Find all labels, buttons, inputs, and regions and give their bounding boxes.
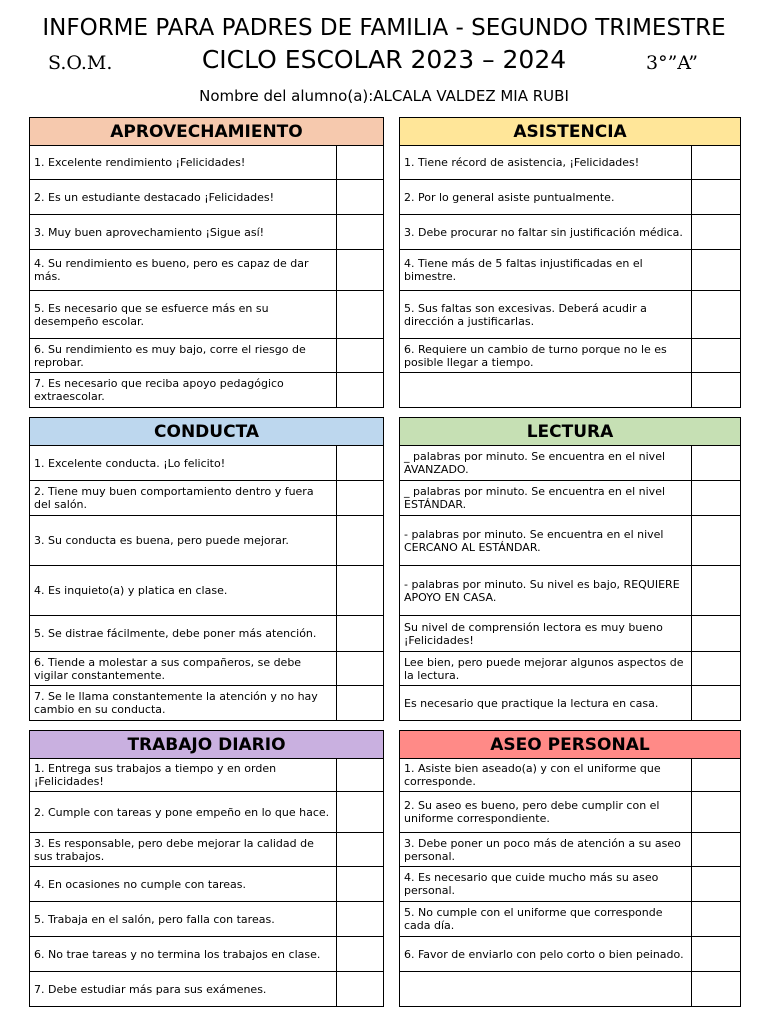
option-text: 5. Sus faltas son excesivas. Deberá acudir a dirección a justificarlas. (400, 291, 692, 339)
option-text: 6. No trae tareas y no termina los trabajos en clase. (30, 937, 337, 972)
check-cell[interactable] (337, 291, 384, 339)
check-cell[interactable] (692, 339, 741, 373)
check-cell[interactable] (692, 481, 741, 516)
section-title: CONDUCTA (30, 418, 384, 446)
check-cell[interactable] (692, 291, 741, 339)
check-cell[interactable] (692, 180, 741, 215)
option-text: 7. Es necesario que reciba apoyo pedagógico extraescolar. (30, 373, 337, 408)
check-cell[interactable] (692, 867, 741, 902)
option-text: 6. Requiere un cambio de turno porque no le es posible llegar a tiempo. (400, 339, 692, 373)
section-conducta (29, 417, 384, 721)
check-cell[interactable] (337, 339, 384, 373)
check-cell[interactable] (692, 616, 741, 652)
check-cell[interactable] (337, 446, 384, 481)
option-text: 4. Su rendimiento es bueno, pero es capaz de dar más. (30, 250, 337, 291)
option-text: 3. Su conducta es buena, pero puede mejorar. (30, 516, 337, 566)
check-cell[interactable] (337, 759, 384, 792)
option-text: Lee bien, pero puede mejorar algunos aspectos de la lectura. (400, 652, 692, 686)
option-text: 5. No cumple con el uniforme que corresponde cada día. (400, 902, 692, 937)
section-title: APROVECHAMIENTO (30, 118, 384, 146)
option-text: 7. Se le llama constantemente la atención y no hay cambio en su conducta. (30, 686, 337, 721)
check-cell[interactable] (337, 250, 384, 291)
check-cell[interactable] (337, 146, 384, 180)
check-cell[interactable] (337, 616, 384, 652)
option-text: 3. Debe procurar no faltar sin justificación médica. (400, 215, 692, 250)
check-cell[interactable] (337, 566, 384, 616)
option-text: 4. Es inquieto(a) y platica en clase. (30, 566, 337, 616)
section-lectura (399, 417, 741, 721)
check-cell[interactable] (692, 937, 741, 972)
check-cell[interactable] (337, 902, 384, 937)
check-cell[interactable] (337, 792, 384, 833)
check-cell[interactable] (337, 652, 384, 686)
option-text: 2. Su aseo es bueno, pero debe cumplir con el uniforme correspondiente. (400, 792, 692, 833)
section-aseo-personal (399, 730, 741, 1007)
section-title: LECTURA (400, 418, 741, 446)
check-cell[interactable] (337, 215, 384, 250)
option-text: Es necesario que practique la lectura en casa. (400, 686, 692, 721)
check-cell[interactable] (337, 972, 384, 1007)
check-cell[interactable] (692, 686, 741, 721)
check-cell[interactable] (692, 566, 741, 616)
check-cell[interactable] (692, 833, 741, 867)
option-text (400, 972, 692, 1007)
check-cell[interactable] (337, 867, 384, 902)
option-text: 2. Cumple con tareas y pone empeño en lo que hace. (30, 792, 337, 833)
check-cell[interactable] (692, 792, 741, 833)
option-text: 1. Tiene récord de asistencia, ¡Felicidades! (400, 146, 692, 180)
option-text: 1. Asiste bien aseado(a) y con el uniforme que corresponde. (400, 759, 692, 792)
check-cell[interactable] (337, 686, 384, 721)
option-text: 3. Muy buen aprovechamiento ¡Sigue así! (30, 215, 337, 250)
check-cell[interactable] (692, 250, 741, 291)
option-text: 1. Entrega sus trabajos a tiempo y en orden ¡Felicidades! (30, 759, 337, 792)
option-text: 6. Su rendimiento es muy bajo, corre el riesgo de reprobar. (30, 339, 337, 373)
check-cell[interactable] (692, 652, 741, 686)
check-cell[interactable] (692, 902, 741, 937)
report-title: INFORME PARA PADRES DE FAMILIA - SEGUNDO TRIMESTRE (42, 15, 726, 41)
section-trabajo-diario (29, 730, 384, 1007)
section-asistencia (399, 117, 741, 408)
check-cell[interactable] (692, 972, 741, 1007)
option-text: 1. Excelente conducta. ¡Lo felicito! (30, 446, 337, 481)
option-text (400, 373, 692, 408)
option-text: 5. Es necesario que se esfuerce más en su desempeño escolar. (30, 291, 337, 339)
option-text: - palabras por minuto. Su nivel es bajo, REQUIERE APOYO EN CASA. (400, 566, 692, 616)
option-text: 3. Es responsable, pero debe mejorar la calidad de sus trabajos. (30, 833, 337, 867)
option-text: 2. Tiene muy buen comportamiento dentro y fuera del salón. (30, 481, 337, 516)
grade-group: 3°”A” (646, 52, 698, 74)
option-text: 1. Excelente rendimiento ¡Felicidades! (30, 146, 337, 180)
school-cycle: CICLO ESCOLAR 2023 – 2024 (201, 45, 567, 74)
option-text: _ palabras por minuto. Se encuentra en el nivel AVANZADO. (400, 446, 692, 481)
option-text: 6. Favor de enviarlo con pelo corto o bien peinado. (400, 937, 692, 972)
option-text: 2. Es un estudiante destacado ¡Felicidades! (30, 180, 337, 215)
option-text: - palabras por minuto. Se encuentra en el nivel CERCANO AL ESTÁNDAR. (400, 516, 692, 566)
check-cell[interactable] (337, 516, 384, 566)
option-text: 4. Tiene más de 5 faltas injustificadas en el bimestre. (400, 250, 692, 291)
section-aprovechamiento (29, 117, 384, 408)
check-cell[interactable] (692, 446, 741, 481)
check-cell[interactable] (337, 180, 384, 215)
check-cell[interactable] (692, 516, 741, 566)
check-cell[interactable] (692, 146, 741, 180)
check-cell[interactable] (337, 373, 384, 408)
check-cell[interactable] (692, 759, 741, 792)
check-cell[interactable] (692, 215, 741, 250)
option-text: 2. Por lo general asiste puntualmente. (400, 180, 692, 215)
check-cell[interactable] (337, 481, 384, 516)
option-text: _ palabras por minuto. Se encuentra en el nivel ESTÁNDAR. (400, 481, 692, 516)
school-initials: S.O.M. (48, 52, 113, 74)
check-cell[interactable] (337, 833, 384, 867)
section-title: ASEO PERSONAL (400, 731, 741, 759)
option-text: Su nivel de comprensión lectora es muy bueno ¡Felicidades! (400, 616, 692, 652)
check-cell[interactable] (337, 937, 384, 972)
check-cell[interactable] (692, 373, 741, 408)
student-name: Nombre del alumno(a):ALCALA VALDEZ MIA RUBI (199, 87, 569, 105)
option-text: 4. En ocasiones no cumple con tareas. (30, 867, 337, 902)
option-text: 5. Se distrae fácilmente, debe poner más atención. (30, 616, 337, 652)
section-title: TRABAJO DIARIO (30, 731, 384, 759)
option-text: 7. Debe estudiar más para sus exámenes. (30, 972, 337, 1007)
option-text: 4. Es necesario que cuide mucho más su aseo personal. (400, 867, 692, 902)
option-text: 5. Trabaja en el salón, pero falla con tareas. (30, 902, 337, 937)
section-title: ASISTENCIA (400, 118, 741, 146)
option-text: 3. Debe poner un poco más de atención a su aseo personal. (400, 833, 692, 867)
option-text: 6. Tiende a molestar a sus compañeros, se debe vigilar constantemente. (30, 652, 337, 686)
